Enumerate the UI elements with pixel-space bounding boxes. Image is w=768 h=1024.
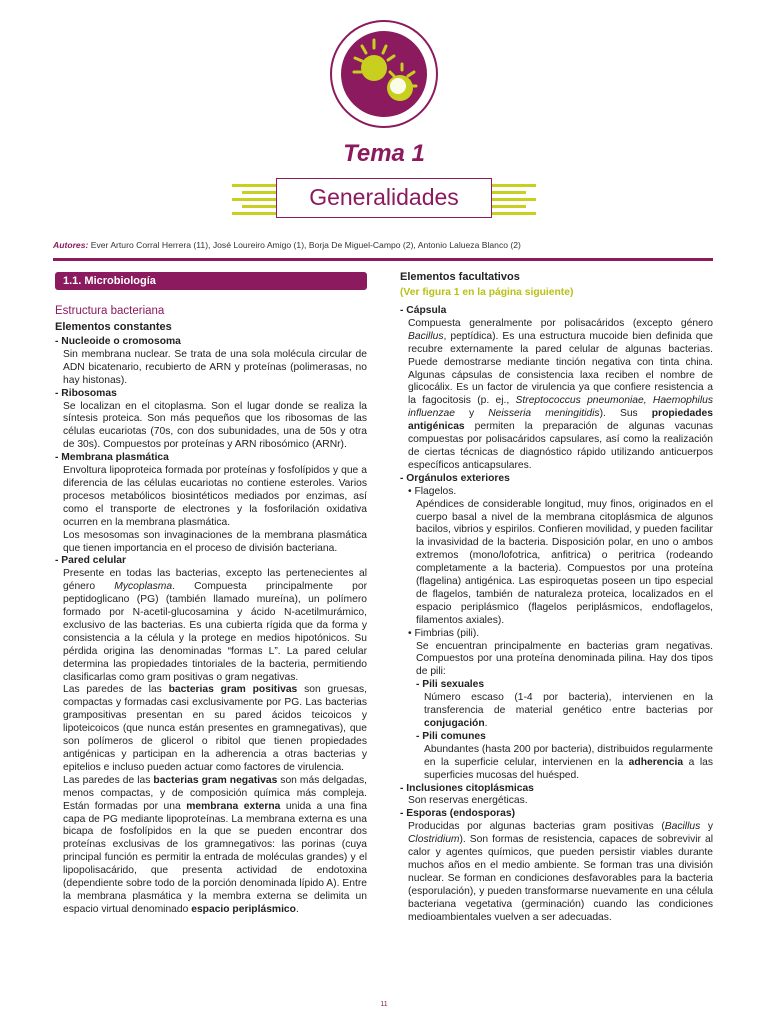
text-run: Número escaso (1-4 por bacteria), intervienen en la transferencia de material genético entre bacterias por — [424, 692, 713, 717]
text-bold: propiedades antigénicas — [408, 408, 713, 433]
item-text-ribosomas: Se localizan en el citoplasma. Son el lugar donde se realiza la síntesis proteica. Son más pequeños que los ribosomas de las células eucariotas (70s, con dos subunidades, una de 50s y otra de 30s). Compuestos por proteínas y ARN ribosómico (ARNr). — [63, 400, 367, 451]
text-run: ). Sus — [599, 408, 652, 420]
chapter-logo — [328, 18, 440, 130]
text-run: Producidas por algunas bacterias gram positivas ( — [408, 821, 665, 833]
item-heading-membrana: - Membrana plasmática — [55, 452, 169, 464]
text-run: Las paredes de las — [63, 684, 169, 696]
item-text-membrana: Envoltura lipoproteica formada por proteínas y fosfolípidos y que a diferencia de las células eucariotas no contiene esteroles. Varios procesos metabólicos biosintéticos mediados por enzimas, así como el transporte de electrones y la fosforilación oxidativa ocurren en la membrana plasmática. — [63, 465, 367, 528]
header-rule — [53, 258, 713, 261]
text-bold: conjugación — [424, 718, 485, 729]
item-heading-nucleoide: - Nucleoide o cromosoma — [55, 336, 181, 347]
section-heading: 1.1. Microbiología — [55, 272, 367, 290]
item-text-inclusiones: Son reservas energéticas. — [408, 795, 528, 807]
left-column — [55, 272, 367, 917]
page-number: 11 — [380, 1001, 388, 1008]
bullet-fimbrias: • Fimbrias (pili). — [408, 627, 480, 639]
text-run: son más delgadas, menos compactas, y de composición química más compleja. Están formadas por una — [63, 774, 367, 812]
subsection-title: Estructura bacteriana — [55, 305, 165, 317]
authors-list: Ever Arturo Corral Herrera (11), José Loureiro Amigo (1), Borja De Miguel-Campo (2), Antonio Lalueza Blanco (2) — [90, 240, 521, 250]
text-run: Abundantes (hasta 200 por bacteria), distribuidos regularmente en la superficie celular, intervienen en la — [424, 743, 713, 768]
subsection-subtitle: Elementos facultativos — [400, 271, 520, 283]
text-bold: membrana externa — [186, 800, 281, 812]
item-text-pared-2 — [55, 684, 367, 774]
text-run: a las superficies mucosas del huésped. — [424, 756, 713, 781]
authors-line — [53, 240, 521, 250]
authors-label: Autores: — [53, 240, 89, 250]
figure-reference: (Ver figura 1 en la página siguiente) — [400, 287, 574, 298]
item-heading-capsula: - Cápsula — [400, 305, 447, 316]
item-text-pared-3 — [55, 775, 367, 917]
item-text-esporas — [400, 821, 713, 924]
item-heading-pili-comunes: - Pili comunes — [416, 730, 486, 742]
text-run: Compuesta generalmente por polisacáridos (excepto género — [408, 317, 713, 329]
item-heading-pared: - Pared celular — [55, 555, 126, 567]
text-run: . — [484, 718, 488, 729]
item-text-fimbrias: Se encuentran principalmente en bacterias gram negativas. Compuestos por una proteína denominada pilina. Hay dos tipos de pili: — [416, 640, 713, 678]
item-heading-ribosomas: - Ribosomas — [55, 387, 117, 399]
text-run: . — [295, 903, 299, 915]
text-run: . Compuesta principalmente por peptidoglicano (PG) (también llamado mureína), un polímero formado por N-acetil-glucosamina y ácido N-acetilmurámico, exclusivo de las bacterias. Es una cubierta rígida que da forma y consistencia a la célula y la protege en medios hipotónicos. Su pérdida origina las denominadas “formas L”. La pared celular determina las propiedades tintoriales de la bacteria, permitiendo clasificarlas como gram positivas o gram negativas. — [63, 581, 367, 683]
text-run: Presente en todas las bacterias, excepto las pertenecientes al género — [63, 568, 367, 593]
text-run: ). Son formas de resistencia, capaces de sobrevivir al calor y agentes químicos, que pueden persistir viables durante muchos años en el medio ambiente. Se forman tras una división nuclear. Se forman en condiciones desfavorables para la bacteria (esporulación), y pueden transformarse nuevamente en una célula bacteriana vegetativa (germinación) cuando las condiciones medioambientales vuelven a ser adecuadas. — [408, 834, 713, 923]
right-column — [400, 270, 713, 925]
text-run: Las paredes de las — [63, 774, 154, 786]
text-run: y — [700, 821, 713, 833]
text-italic: Mycoplasma — [114, 581, 173, 593]
text-bold: espacio periplásmico — [191, 903, 296, 915]
item-text-pili-sexuales — [400, 692, 713, 731]
subsection-subtitle: Elementos constantes — [55, 321, 172, 333]
text-run: unida a una fina capa de PG mediante lipoproteínas. La membrana externa es una bicapa de fosfolípidos en la que se pueden encontrar dos proteínas exclusivas de los gramnegativos: las porinas (cuya principal función es permitir la entrada de moléculas grandes) y el lipopolisacárido, que presenta actividad de endotoxina (dependiente sobre todo de la porción denominada lípido A). Entre la membrana plasmática y la membra externa se delimita un espacio virtual denominado — [63, 800, 367, 915]
item-text-mesosomas: Los mesosomas son invaginaciones de la membrana plasmática que tienen importancia en el proceso de división bacteriana. — [63, 529, 367, 554]
text-italic: Neisseria meningitidis — [488, 408, 600, 420]
bullet-flagelos: • Flagelos. — [408, 485, 457, 497]
item-text-pared-1 — [55, 568, 367, 684]
text-run: , peptídica). Es una estructura mucoide bien definida que recubre externamente la pared celular de algunas bacterias. Puede demostrarse mediante tinción negativa con tinta china. Algunas cápsulas de consistencia laxa reciben el nombre de glicocálix. Es un factor de virulencia ya que confiere resistencia a la fagocitosis (p. ej., — [408, 330, 713, 407]
text-bold: bacterias gram positivas — [168, 684, 298, 696]
text-italic: Bacillus — [664, 821, 701, 833]
item-text-flagelos: Apéndices de considerable longitud, muy finos, originados en el cuerpo basal a nivel de la membrana citoplásmica de algunos bacilos, vibrios y espirilos. Confieren movilidad, y pueden facilitar la invasividad de la bacteria. Disposición polar, en uno o ambos extremos (mono/lofotrica, anfitrica) o peritrica (rodeando completamente a la bacteria). Compuestos por una proteína (flagelina) antigénica. Las espiroquetas poseen un tipo especial de flagelos, también de naturaleza proteica, localizados en el espacio periplásmico (flagelos periplásmicos, endoflagelos, filamentos axiales). — [416, 498, 713, 626]
chapter-title-block — [232, 178, 536, 220]
text-bold: bacterias gram negativas — [153, 774, 278, 786]
item-text-nucleoide: Sin membrana nuclear. Se trata de una sola molécula circular de ADN bicatenario, recubierto de ARN y proteínas (polimerasas, no hay histonas). — [63, 348, 367, 386]
text-italic: Bacillus — [408, 330, 444, 342]
chapter-title: Generalidades — [276, 178, 492, 218]
text-run: permiten la preparación de algunas vacunas compuestas por polisacáridos capsulares, así como la realización de ciertas técnicas de diagnóstico rápido utilizando anticuerpos específicos anticapsulares. — [408, 421, 713, 471]
chapter-number: Tema 1 — [343, 140, 425, 167]
text-italic: Clostridium — [408, 834, 460, 846]
item-heading-pili-sexuales: - Pili sexuales — [416, 679, 485, 691]
item-text-capsula — [400, 318, 713, 473]
item-text-pili-comunes — [400, 744, 713, 783]
text-bold: adherencia — [628, 756, 684, 768]
item-heading-inclusiones: - Inclusiones citoplásmicas — [400, 782, 534, 794]
item-heading-organulos: - Orgánulos exteriores — [400, 472, 510, 484]
text-italic: Streptococcus pneumoniae, Haemophilus influenzae — [408, 395, 713, 420]
bacteria-icon — [328, 18, 440, 130]
text-run: son gruesas, compactas y formadas casi exclusivamente por PG. Las bacterias grampositivas presentan en su pared ácidos teicoicos y lipoteicoicos (que nunca están presentes en gramnegativas), que son polímeros de glicerol o ribitol que tienen propiedades antigénicas y participan en la adherencia a otras bacterias y epitelios e incluso pueden actuar como factores de virulencia. — [63, 684, 367, 773]
text-run: y — [454, 408, 489, 420]
item-heading-esporas: - Esporas (endosporas) — [400, 808, 516, 820]
